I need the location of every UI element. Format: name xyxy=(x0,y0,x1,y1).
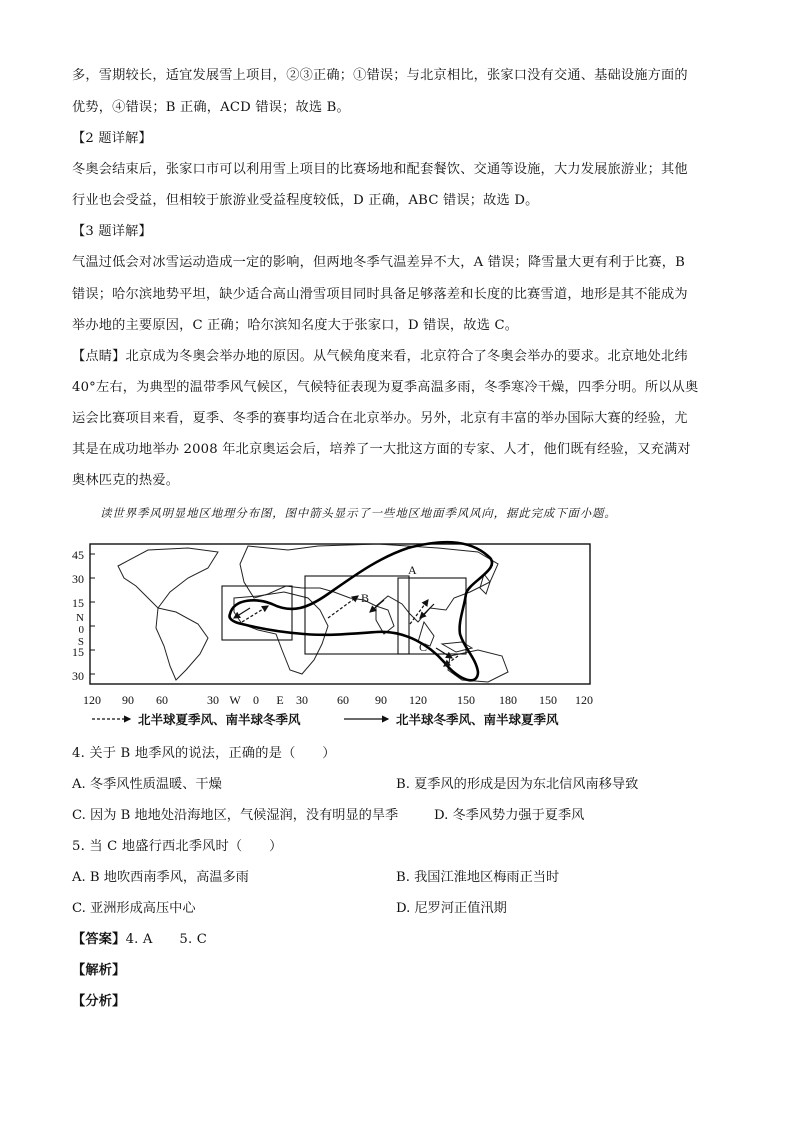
y-tick: 15 xyxy=(72,645,84,659)
q4-option-a: A. 冬季风性质温暖、干燥 xyxy=(72,777,222,792)
winter-monsoon-arrow xyxy=(370,600,384,612)
x-tick: 90 xyxy=(375,693,387,707)
y-tick: 30 xyxy=(72,669,84,683)
winter-monsoon-arrow xyxy=(420,604,434,618)
x-tick: 120 xyxy=(409,693,427,707)
summer-monsoon-arrow xyxy=(328,596,358,618)
x-tick: 120 xyxy=(575,693,593,707)
paragraph-line: 奥林匹克的热爱。 xyxy=(72,473,180,488)
paragraph-line: 【点睛】北京成为冬奥会举办地的原因。从气候角度来看，北京符合了冬奥会举办的要求。北京地处北纬 xyxy=(72,349,688,364)
x-tick: 0 xyxy=(253,693,259,707)
paragraph-line: 行业也会受益，但相较于旅游业受益程度较低，D 正确，ABC 错误；故选 D。 xyxy=(72,193,539,208)
winter-monsoon-arrow xyxy=(234,608,250,618)
x-tick: 150 xyxy=(539,693,557,707)
x-tick: 60 xyxy=(156,693,168,707)
paragraph-line: 冬奥会结束后，张家口市可以利用雪上项目的比赛场地和配套餐饮、交通等设施，大力发展旅游业；其他 xyxy=(72,162,688,177)
paragraph-line: 其是在成功地举办 2008 年北京奥运会后，培养了一大批这方面的专家、人才，他们既有经验，又充满对 xyxy=(72,442,691,457)
monsoon-map xyxy=(58,538,598,738)
q5-option-a: A. B 地吹西南季风，高温多雨 xyxy=(72,870,249,885)
analysis-label: 【解析】 xyxy=(72,963,126,978)
map-frame xyxy=(90,544,590,684)
equator-letter: S xyxy=(77,636,84,648)
summer-monsoon-arrow xyxy=(242,606,268,622)
answer-line xyxy=(72,930,207,950)
paragraph-line: 多，雪期较长，适宜发展雪上项目，②③正确；①错误；与北京相比，张家口没有交通、基础设施方面的 xyxy=(72,68,688,83)
y-tick: 30 xyxy=(72,572,84,586)
y-tick: 45 xyxy=(72,548,84,562)
answer-label: 【答案】 xyxy=(72,932,126,947)
x-tick: 120 xyxy=(83,693,101,707)
paragraph-line: 优势，④错误；B 正确，ACD 错误；故选 B。 xyxy=(72,100,350,115)
paragraph-line: 气温过低会对冰雪运动造成一定的影响，但两地冬季气温差异不大，A 错误；降雪量大更有利于比赛，B xyxy=(72,255,686,270)
q4-option-d: D. 冬季风势力强于夏季风 xyxy=(434,808,585,823)
x-tick: 30 xyxy=(296,693,308,707)
paragraph-line: 运会比赛项目来看，夏季、冬季的赛事均适合在北京举办。另外，北京有丰富的举办国际大赛的经验，尤 xyxy=(72,411,688,426)
equator-letter: N xyxy=(76,612,84,624)
region-label-c: C xyxy=(419,640,428,654)
monsoon-map-svg xyxy=(58,538,598,738)
q5-option-d: D. 尼罗河正值汛期 xyxy=(396,901,507,916)
legend-solid-label: 北半球冬季风、南半球夏季风 xyxy=(396,713,559,727)
answer-text: 4. A 5. C xyxy=(125,932,208,947)
x-tick: 90 xyxy=(122,693,134,707)
region-label-b: B xyxy=(361,591,370,605)
paragraph-line: 错误；哈尔滨地势平坦，缺少适合高山滑雪项目同时具备足够落差和长度的比赛雪道，地形是其不能成为 xyxy=(72,287,688,302)
q5-option-b: B. 我国江淮地区梅雨正当时 xyxy=(396,870,560,885)
q5-option-c: C. 亚洲形成高压中心 xyxy=(72,901,196,916)
paragraph-line: 举办地的主要原因，C 正确；哈尔滨知名度大于张家口，D 错误，故选 C。 xyxy=(72,318,519,333)
section-heading: 【2 题详解】 xyxy=(72,131,152,146)
fenxi-label: 【分析】 xyxy=(72,994,126,1009)
x-tick: 180 xyxy=(499,693,517,707)
paragraph-line: 40°左右，为典型的温带季风气候区，气候特征表现为夏季高温多雨，冬季寒冷干燥，四季分明。所以从奥 xyxy=(72,380,699,395)
legend-dashed-label: 北半球夏季风、南半球冬季风 xyxy=(138,713,301,727)
x-tick: 30 xyxy=(207,693,219,707)
x-tick: 60 xyxy=(337,693,349,707)
x-tick: W xyxy=(229,693,241,707)
q4-option-b: B. 夏季风的形成是因为东北信风南移导致 xyxy=(396,777,639,792)
y-tick: 15 xyxy=(72,596,84,610)
x-tick: 150 xyxy=(457,693,475,707)
region-label-a: A xyxy=(408,563,417,577)
figure-caption: 读世界季风明显地区地理分布图，图中箭头显示了一些地区地面季风风向，据此完成下面小题。 xyxy=(100,506,617,520)
section-heading: 【3 题详解】 xyxy=(72,224,152,239)
question-5-stem: 5. 当 C 地盛行西北季风时（ ） xyxy=(72,839,283,854)
q4-option-c: C. 因为 B 地地处沿海地区，气候湿润，没有明显的旱季 xyxy=(72,808,399,823)
equator-letter: 0 xyxy=(78,624,84,636)
x-tick: E xyxy=(276,693,284,707)
question-4-stem: 4. 关于 B 地季风的说法，正确的是（ ） xyxy=(72,746,336,761)
